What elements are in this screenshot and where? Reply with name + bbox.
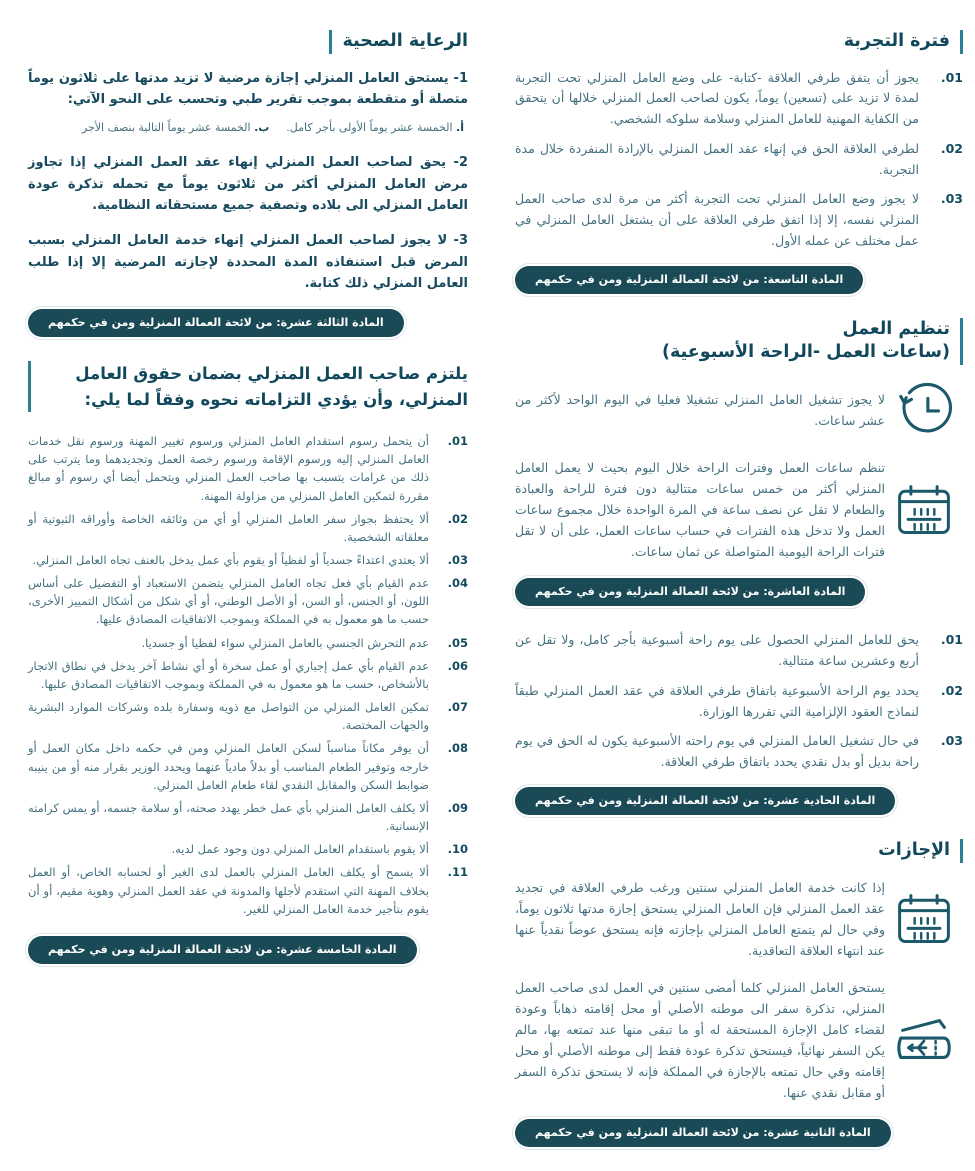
item-number: 01.: [940, 69, 963, 85]
calendar-icon: [885, 480, 963, 540]
obligations-heading: يلتزم صاحب العمل المنزلي بضمان حقوق العامل المنزلي، وأن يؤدي التزاماته نحوه وفقاً لما يلي:: [28, 361, 468, 412]
paragraph-text: يستحق العامل المنزلي كلما أمضى سنتين في العمل لدى صاحب العمل المنزلي، تذكرة سفر الى موطنه الأصلي أو محل إقامته ذهاباً وعودة لقضاء كامل الإجازة المستحقة له أو ما تبقى منها عند تمتعه بها، مالم يكن السفر نهائياً، فيستحق تذكرة عودة فقط إلى موطنه الأصلي أو محل إقامته وفي حال تمتعه بالإجازة في المملكة فإنه لا يستحق تذكرة السفر أو مقابل نقدي عنها.: [515, 979, 885, 1100]
item-text: عدم القيام بأي عمل إجباري أو عمل سخرة أو أي نشاط آخر يدخل في نطاق الاتجار بالأشخاص، حسب ما هو معمول به في المملكة وبموجب الاتفاقيات المصادق عليها.: [28, 658, 429, 691]
left-column: [28, 26, 468, 1171]
section-work-organisation: [515, 318, 963, 365]
item-number: 07.: [447, 700, 468, 715]
list-item: [28, 739, 468, 793]
list-item: [28, 840, 468, 858]
list-item: [28, 657, 468, 693]
item-text: لطرفي العلاقة الحق في إنهاء عقد العمل المنزلي بالإرادة المنفردة خلال مدة التجربة.: [515, 140, 919, 177]
list-item: [28, 698, 468, 734]
item-number: 09.: [447, 800, 468, 815]
title-line-1: تنظيم العمل: [842, 318, 950, 339]
item-number: 02.: [940, 140, 963, 156]
item-text: ألا يعتدي اعتداءً جسدياً أو لفظياً أو يقوم بأي عمل يدخل بالعنف تجاه العامل المنزلي.: [32, 553, 429, 567]
section-title-health-care: الرعاية الصحية: [329, 30, 468, 54]
list-item: [515, 681, 963, 723]
section-title-leaves: الإجازات: [878, 839, 963, 863]
paragraph-text: لا يجوز تشغيل العامل المنزلي تشغيلا فعليا في اليوم الواحد لأكثر من عشر ساعات.: [515, 392, 885, 429]
article-badge-row: [515, 266, 963, 294]
item-text: ألا يقوم باستقدام العامل المنزلي دون وجود عمل لديه.: [171, 842, 429, 857]
article-9-badge: المادة التاسعة: من لائحة العمالة المنزلية ومن في حكمهم: [515, 266, 863, 294]
item-text: في حال تشغيل العامل المنزلي في يوم راحته الأسبوعية يكون له الحق في يوم راحة بديل أو بدل نقدي يحدد باتفاق طرفي العلاقة.: [515, 733, 919, 769]
paragraph-text: إذا كانت خدمة العامل المنزلي سنتين ورغب طرفي العلاقة في تجديد عقد العمل المنزلي فإن العامل المنزلي يستحق إجازة مدتها ثلاثون يوماً، وفي حال لم يتمتع العامل المنزلي بإجازته فإنه يستحق عوضاً نقدياً عنها عند انتهاء العلاقة التعاقدية.: [515, 879, 885, 958]
article-badge-row: [515, 1119, 963, 1147]
right-column: [515, 26, 963, 1171]
item-number: 08.: [447, 741, 468, 756]
article-badge-row: [515, 578, 963, 606]
list-item: [515, 731, 963, 773]
plane-ticket-icon: [885, 1009, 963, 1071]
article-13-badge: المادة الثالثة عشرة: من لائحة العمالة المنزلية ومن في حكمهم: [28, 309, 404, 337]
list-item: [515, 630, 963, 672]
item-number: 11.: [447, 865, 468, 880]
item-number: 04.: [447, 576, 468, 591]
article-11-badge: المادة الحادية عشرة: من لائحة العمالة المنزلية ومن في حكمهم: [515, 787, 895, 815]
item-text: ألا يكلف العامل المنزلي بأي عمل خطر يهدد صحته، أو سلامة جسمه، أو يمس كرامته الإنسانية.: [28, 800, 429, 834]
list-item: [28, 510, 468, 546]
item-text: أن يتحمل رسوم استقدام العامل المنزلي ورسوم تغيير المهنة ورسوم نقل خدمات العامل المنزلي إليه ورسوم الإقامة ورسوم رخصة العمل وتجديدهما وما يترتب على ذلك من غرامات يتسبب بها صاحب العمل المنزلي ويتحمل أيضا أي رسوم أو مبالغ مقررة لتمكين العامل المنزلي من مزاولة المهنة.: [28, 434, 429, 503]
sub-item-b-text: الخمسة عشر يوماً التالية بنصف الأجر: [81, 120, 251, 134]
item-text: عدم القيام بأي فعل تجاه العامل المنزلي يتضمن الاستعباد أو التفضيل على أساس اللون، أو الجنس، أو السن، أو الأصل الوطني، أو أي شكل من أشكال التمييز الأخرى، حسب ما هو معمول به في المملكة وبموجب الاتفاقيات المصادق عليها.: [28, 576, 429, 627]
list-item: [515, 189, 963, 251]
section-trial-period: [515, 30, 963, 54]
list-item: [28, 799, 468, 835]
item-text: عدم التحرش الجنسي بالعامل المنزلي سواء لفظيا أو جسديا.: [141, 635, 429, 650]
article-10-badge: المادة العاشرة: من لائحة العمالة المنزلية ومن في حكمهم: [515, 578, 865, 606]
paragraph-with-icon: [515, 457, 963, 562]
item-text: أن يوفر مكاناً مناسباً لسكن العامل المنزلي ومن في حكمه داخل مكان العمل أو خارجه وتوفير الطعام المناسب أو بدلاً مادياً عنهما ويحدد الوزير بقرار منه أو من ينيبه ضوابط السكن والمقابل النقدي لقاء طعام العامل المنزلي.: [28, 741, 429, 792]
clock-history-icon: [885, 379, 963, 441]
list-item: [28, 551, 468, 569]
item-text: تمكين العامل المنزلي من التواصل مع ذويه وسفارة بلده وشركات الموارد البشرية والجهات المختصة.: [28, 700, 429, 733]
item-text: ألا يحتفظ بجواز سفر العامل المنزلي أو أي من وثائقه الخاصة وأوراقه الثبوتية أو معلقاته الشخصية.: [28, 511, 429, 544]
article-badge-row: [28, 936, 468, 964]
health-paragraph-3: 3- لا يجوز لصاحب العمل المنزلي إنهاء خدمة العامل المنزلي بسبب المرض قبل استنفاذه المدة المحددة لإجازته المرضية إلا إذا طلب العامل المنزلي ذلك كتابة.: [28, 233, 468, 292]
health-paragraph-1: 1- يستحق العامل المنزلي إجازة مرضية لا تزيد مدتها على ثلاثون يوماً متصلة أو متقطعة بموجب تقرير طبي وتحسب على النحو الآتي:: [28, 70, 468, 108]
item-number: 10.: [447, 842, 468, 857]
list-item: [28, 634, 468, 652]
paragraph-with-icon: [515, 977, 963, 1103]
article-12-badge: المادة الثانية عشرة: من لائحة العمالة المنزلية ومن في حكمهم: [515, 1119, 891, 1147]
section-title-work-organisation: [662, 318, 963, 365]
item-text: يجوز أن يتفق طرفي العلاقة -كتابة- على وضع العامل المنزلي تحت التجربة لمدة لا تزيد على (تسعين) يوماً، يكون لصاحب العمل المنزلي خلالها أن يتحقق من الكفاية المهنية للعامل المنزلي وسلامة سلوكه الشخصي.: [515, 69, 919, 127]
item-number: 02.: [447, 511, 468, 526]
article-15-badge: المادة الخامسة عشرة: من لائحة العمالة المنزلية ومن في حكمهم: [28, 936, 417, 964]
list-item: [515, 68, 963, 130]
list-item: [28, 574, 468, 628]
article-badge-row: [515, 787, 963, 815]
sub-item-a-label: أ.: [456, 120, 464, 134]
calendar-icon: [885, 889, 963, 949]
health-paragraph-2: 2- يحق لصاحب العمل المنزلي إنهاء عقد العمل المنزلي إذا تجاوز مرض العامل المنزلي أكثر من ثلاثون يوماً مع تحمله تذكرة عودة العامل المنزلي الى بلاده وتصفية جميع مستحقاته النظامية.: [28, 155, 468, 214]
item-number: 01.: [447, 434, 468, 449]
title-line-2: (ساعات العمل -الراحة الأسبوعية): [662, 342, 950, 363]
sub-item-b-label: ب.: [254, 120, 270, 134]
list-item: [28, 863, 468, 917]
item-number: 02.: [940, 682, 963, 698]
section-health-care: [28, 30, 468, 54]
list-item: [515, 139, 963, 181]
paragraph-with-icon: [515, 379, 963, 441]
paragraph-with-icon: [515, 877, 963, 961]
section-leaves: [515, 839, 963, 863]
item-number: 03.: [940, 733, 963, 749]
item-number: 03.: [447, 553, 468, 567]
item-number: 03.: [940, 191, 963, 207]
item-number: 05.: [447, 635, 468, 650]
section-title-trial-period: فترة التجربة: [844, 30, 963, 54]
item-text: ألا يسمح أو يكلف العامل المنزلي بالعمل لدى الغير أو لحسابه الخاص، أو العمل بخلاف المهنة التي استقدم لأجلها والمدونة في عقد العمل المنزلي وهوية مقيم، أو أن يقوم بتأجير خدمة العامل المنزلي للغير.: [28, 865, 429, 916]
item-text: يحدد يوم الراحة الأسبوعية باتفاق طرفي العلاقة في عقد العمل المنزلي طبقاً لنماذج العقود الإلزامية التي تقررها الوزارة.: [515, 682, 919, 719]
list-item: [28, 432, 468, 505]
item-number: 01.: [940, 632, 963, 648]
item-text: لا يجوز وضع العامل المنزلي تحت التجربة أكثر من مرة لدى صاحب العمل المنزلي نفسه، إلا إذا اتفق طرفي العلاقة على أن يشتغل العامل المنزلي في عمل مختلف عن عمله الأول.: [515, 191, 919, 248]
article-badge-row: [28, 309, 468, 337]
item-text: يحق للعامل المنزلي الحصول على يوم راحة أسبوعية بأجر كامل، ولا تقل عن أربع وعشرين ساعة متتالية.: [515, 632, 919, 668]
health-sub-items: [28, 120, 468, 137]
sub-item-a-text: الخمسة عشر يوماً الأولى بأجر كامل.: [286, 120, 453, 134]
paragraph-text: تنظم ساعات العمل وفترات الراحة خلال اليوم بحيث لا يعمل العامل المنزلي أكثر من خمس ساعات متتالية دون فترة للراحة والعبادة والطعام لا تقل عن نصف ساعة في المرة الواحدة خلال مجموع ساعات العمل ولا تدخل هذه الفترات في حساب ساعات العمل، على أن لا تقل فترات الراحة اليومية المتواصلة عن ثمان ساعات.: [515, 460, 885, 560]
item-number: 06.: [447, 658, 468, 673]
